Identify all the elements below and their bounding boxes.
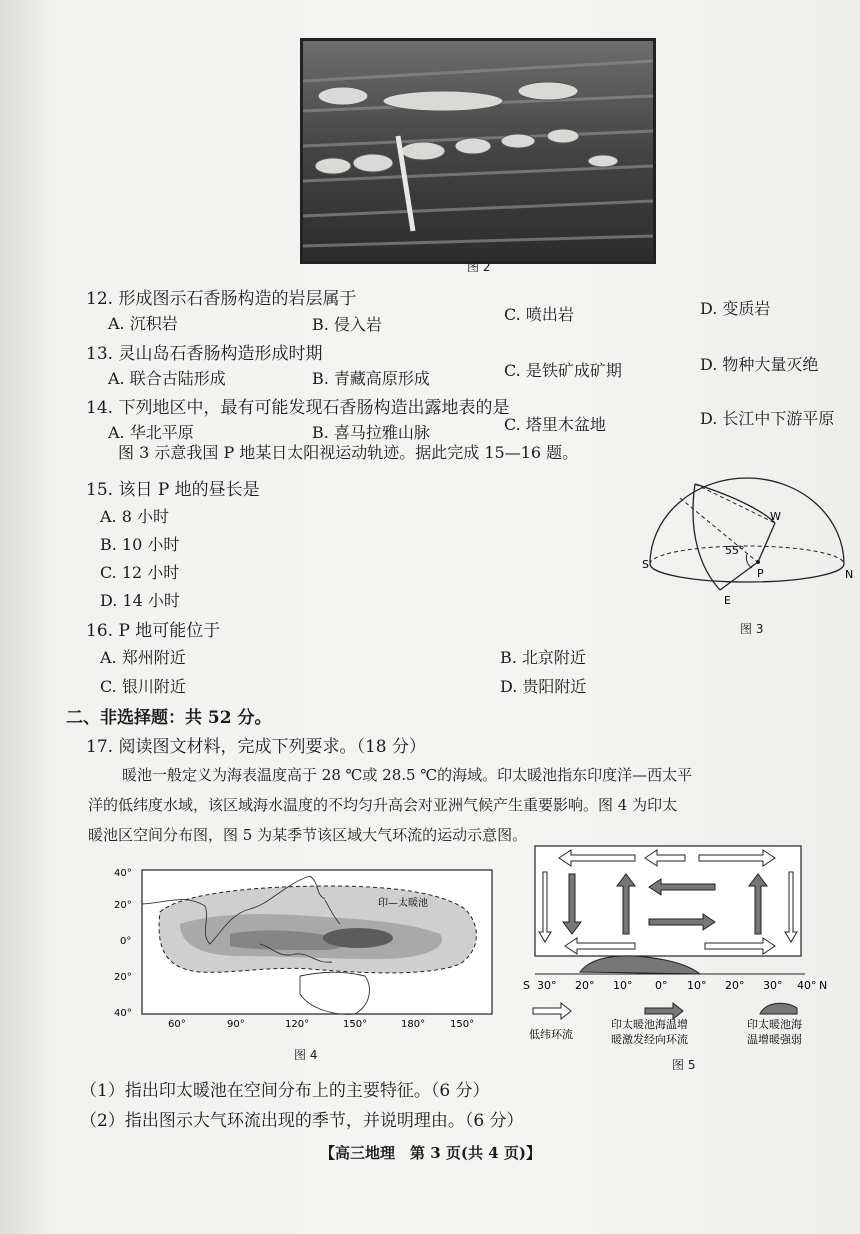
figure5-tick-n10: 10° <box>687 979 707 992</box>
figure4-lat-tick-5: 40° <box>114 1008 132 1019</box>
q15-option-a: A. 8 小时 <box>100 507 169 526</box>
q15-stem: 15. 该日 P 地的昼长是 <box>86 480 260 500</box>
figure5-legend-shaded-1: 印太暖池海温增 <box>611 1018 688 1031</box>
q16-option-a: A. 郑州附近 <box>100 648 186 667</box>
figure3-label-n: N <box>845 568 854 581</box>
figure3-diagram <box>640 478 855 638</box>
section2-heading: 二、非选择题：共 52 分。 <box>66 708 272 728</box>
page-footer: 【高三地理 第 3 页(共 4 页)】 <box>320 1144 541 1162</box>
intro-15-16: 图 3 示意我国 P 地某日太阳视运动轨迹。据此完成 15—16 题。 <box>118 443 579 462</box>
figure5-legend-hump-1: 印太暖池海 <box>747 1018 802 1031</box>
figure5-legend <box>529 1003 802 1046</box>
figure5-tick-s10: 10° <box>613 979 633 992</box>
q17-sub2: （2）指出图示大气环流出现的季节，并说明理由。（6 分） <box>80 1111 524 1131</box>
q15-option-c: C. 12 小时 <box>100 563 180 582</box>
q14-stem: 14. 下列地区中，最有可能发现石香肠构造出露地表的是 <box>86 398 510 418</box>
figure4-lon-tick-2: 90° <box>227 1019 245 1030</box>
q17-stem: 17. 阅读图文材料，完成下列要求。（18 分） <box>86 737 426 757</box>
figure5-tick-n: N <box>819 979 828 992</box>
figure4-lon-tick-5: 180° <box>401 1019 426 1030</box>
q12-option-a: A. 沉积岩 <box>108 314 178 333</box>
figure4-pool-label: 印—太暖池 <box>378 898 428 909</box>
figure4-caption: 图 4 <box>294 1048 318 1062</box>
figure4-lon-tick-6: 150° <box>450 1019 475 1030</box>
figure4-lat-tick-1: 40° <box>114 868 132 879</box>
q14-option-d: D. 长江中下游平原 <box>700 409 835 428</box>
q13-option-a: A. 联合古陆形成 <box>108 369 226 388</box>
figure3-label-w: W <box>770 510 781 523</box>
figure5-tick-s20: 20° <box>575 979 595 992</box>
figure4-lon-tick-1: 60° <box>168 1019 186 1030</box>
q17-sub1: （1）指出印太暖池在空间分布上的主要特征。（6 分） <box>80 1081 490 1101</box>
q17-para-line-1: 暖池一般定义为海表温度高于 28 ℃或 28.5 ℃的海域。印太暖池指东印度洋—西太平 <box>122 766 693 784</box>
figure5-tick-s30: 30° <box>537 979 557 992</box>
figure2-caption: 图 2 <box>467 260 491 274</box>
q14-option-a: A. 华北平原 <box>108 423 194 442</box>
q13-option-b: B. 青藏高原形成 <box>312 369 430 388</box>
q13-option-c: C. 是铁矿成矿期 <box>504 361 622 380</box>
figure5-legend-arrow: 低纬环流 <box>529 1028 573 1041</box>
q15-option-b: B. 10 小时 <box>100 535 180 554</box>
q14-option-b: B. 喜马拉雅山脉 <box>312 423 430 442</box>
q15-option-d: D. 14 小时 <box>100 591 180 610</box>
figure5-legend-hump-2: 温增暖强弱 <box>747 1033 802 1046</box>
figure4-lon-tick-4: 150° <box>343 1019 368 1030</box>
figure3-caption: 图 3 <box>740 622 764 636</box>
q17-para-line-2: 洋的低纬度水域，该区域海水温度的不均匀升高会对亚洲气候产生重要影响。图 4 为印太 <box>88 796 678 814</box>
q12-option-c: C. 喷出岩 <box>504 305 574 324</box>
figure2-photo <box>300 38 656 264</box>
q16-option-d: D. 贵阳附近 <box>500 677 587 696</box>
figure5-tick-0: 0° <box>655 979 668 992</box>
figure5-tick-n30: 30° <box>763 979 783 992</box>
q17-para-line-3: 暖池区空间分布图，图 5 为某季节该区域大气环流的运动示意图。 <box>88 826 528 844</box>
q12-option-b: B. 侵入岩 <box>312 315 382 334</box>
figure3-label-s: S <box>642 558 649 571</box>
figure4-lat-tick-3: 0° <box>120 936 132 947</box>
q12-stem: 12. 形成图示石香肠构造的岩层属于 <box>86 289 357 309</box>
figure5-tick-s: S <box>523 979 530 992</box>
figure3-label-e: E <box>724 594 731 607</box>
figure5-diagram <box>515 842 845 1052</box>
q13-stem: 13. 灵山岛石香肠构造形成时期 <box>86 344 323 364</box>
q14-option-c: C. 塔里木盆地 <box>504 415 606 434</box>
figure4-map <box>110 864 500 1030</box>
q16-stem: 16. P 地可能位于 <box>86 621 221 641</box>
q13-option-d: D. 物种大量灭绝 <box>700 355 819 374</box>
figure3-label-p: P <box>757 567 764 580</box>
figure5-tick-n20: 20° <box>725 979 745 992</box>
figure5-tick-n40: 40° <box>797 979 817 992</box>
q16-option-b: B. 北京附近 <box>500 648 586 667</box>
figure5-legend-shaded-2: 暖激发经向环流 <box>611 1033 688 1046</box>
figure4-lat-tick-4: 20° <box>114 972 132 983</box>
q16-option-c: C. 银川附近 <box>100 677 186 696</box>
figure5-caption: 图 5 <box>672 1058 696 1072</box>
figure4-lon-tick-3: 120° <box>285 1019 310 1030</box>
figure4-lat-tick-2: 20° <box>114 900 132 911</box>
q12-option-d: D. 变质岩 <box>700 299 771 318</box>
figure3-label-angle: 55° <box>725 544 745 557</box>
